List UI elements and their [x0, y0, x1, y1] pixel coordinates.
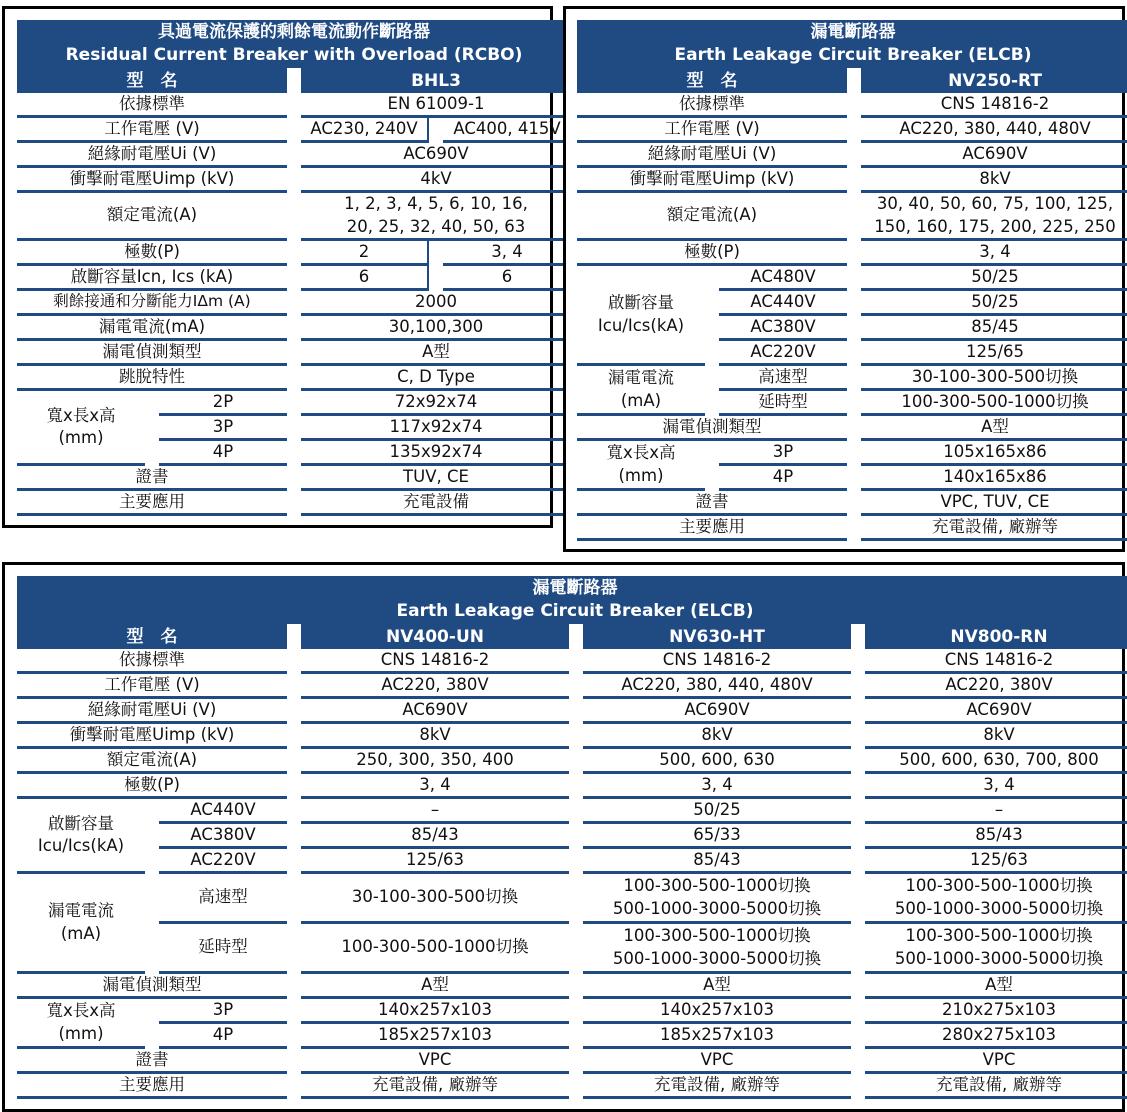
rcbo-panel [2, 6, 561, 528]
elcb2-delay-nv800-line1: 100-300-500-1000切換 [905, 926, 1093, 946]
elcb2-poles-nv630: 3, 4 [583, 774, 851, 799]
elcb2-dim-label-1: 寬x長x高 [46, 1001, 116, 1021]
rcbo-voltage-label: 工作電壓 (V) [17, 118, 287, 143]
elcb1-app: 充電設備, 廠辦等 [861, 516, 1127, 541]
elcb1-current-line1: 30, 40, 50, 60, 75, 100, 125, [876, 194, 1114, 214]
elcb2-break-label [17, 799, 145, 874]
elcb2-model-nv400: NV400-UN [301, 624, 569, 649]
rcbo-poles-a: 2 [301, 241, 429, 266]
elcb1-ac480-label: AC480V [719, 266, 847, 291]
elcb2-standard-nv800: CNS 14816-2 [865, 649, 1127, 674]
rcbo-model-label: 型 名 [17, 68, 287, 93]
elcb2-ac440-nv400: – [301, 799, 569, 824]
rcbo-title [17, 20, 571, 68]
rcbo-dim-label-1: 寬x長x高 [46, 405, 116, 425]
elcb2-dim-4p-nv800: 280x275x103 [865, 1024, 1127, 1049]
elcb1-dim-label [577, 441, 705, 491]
elcb1-model: NV250-RT [861, 68, 1127, 93]
rcbo-app-label: 主要應用 [17, 491, 287, 516]
elcb2-fast-nv800-line1: 100-300-500-1000切換 [905, 876, 1093, 896]
elcb1-current-label: 額定電流(A) [577, 193, 847, 241]
elcb2-uimp-label: 衝擊耐電壓Uimp (kV) [17, 724, 287, 749]
elcb1-poles-label: 極數(P) [577, 241, 847, 266]
rcbo-model: BHL3 [301, 68, 571, 93]
elcb1-current-line2: 150, 160, 175, 200, 225, 250 [874, 216, 1116, 236]
elcb2-dim-3p-nv630: 140x257x103 [583, 999, 851, 1024]
elcb2-title-zh: 漏電斷路器 [532, 578, 618, 599]
elcb1-break-label-2: Icu/Ics(kA) [597, 315, 685, 335]
elcb1-voltage: AC220, 380, 440, 480V [861, 118, 1127, 143]
elcb2-voltage-label: 工作電壓 (V) [17, 674, 287, 699]
elcb1-ac380-label: AC380V [719, 316, 847, 341]
elcb2-ac440-nv630: 50/25 [583, 799, 851, 824]
elcb2-voltage-nv630: AC220, 380, 440, 480V [583, 674, 851, 699]
elcb2-uimp-nv400: 8kV [301, 724, 569, 749]
elcb2-ac220-nv400: 125/63 [301, 849, 569, 874]
rcbo-spec-table [3, 20, 585, 516]
elcb2-dim-label [17, 999, 145, 1049]
rcbo-trip-label: 跳脫特性 [17, 366, 287, 391]
elcb1-break-label-1: 啟斷容量 [608, 293, 674, 313]
elcb2-delay-nv400-line1: 100-300-500-1000切換 [341, 937, 529, 957]
elcb2-break-label-1: 啟斷容量 [48, 813, 114, 833]
elcb2-fast-nv630 [583, 874, 851, 924]
elcb2-delay-nv800-line2: 500-1000-3000-5000切換 [894, 948, 1104, 968]
rcbo-icn-b: 6 [443, 266, 571, 291]
elcb1-delay-label: 延時型 [719, 391, 847, 416]
elcb2-dim-3p-nv400: 140x257x103 [301, 999, 569, 1024]
elcb2-ac380-nv800: 85/43 [865, 824, 1127, 849]
elcb2-ac440-label: AC440V [159, 799, 287, 824]
rcbo-icn-a: 6 [301, 266, 429, 291]
elcb2-model-nv800: NV800-RN [865, 624, 1127, 649]
elcb1-model-label: 型 名 [577, 68, 847, 93]
rcbo-ui-label: 絕緣耐電壓Ui (V) [17, 143, 287, 168]
elcb2-standard-label: 依據標準 [17, 649, 287, 674]
rcbo-dim-2p: 72x92x74 [301, 391, 571, 416]
elcb2-leak-label-1: 漏電電流 [48, 901, 114, 921]
elcb1-ui: AC690V [861, 143, 1127, 168]
elcb2-app-nv800: 充電設備, 廠辦等 [865, 1074, 1127, 1099]
elcb2-ac380-label: AC380V [159, 824, 287, 849]
rcbo-uimp: 4kV [301, 168, 571, 193]
elcb1-cert-label: 證書 [577, 491, 847, 516]
elcb2-ui-nv630: AC690V [583, 699, 851, 724]
elcb2-ui-label: 絕緣耐電壓Ui (V) [17, 699, 287, 724]
elcb2-voltage-nv800: AC220, 380V [865, 674, 1127, 699]
elcb2-leak-label [17, 874, 145, 974]
rcbo-dim-4p: 135x92x74 [301, 441, 571, 466]
elcb2-detect-nv400: A型 [301, 974, 569, 999]
elcb1-leak-label-2: (mA) [620, 390, 662, 410]
elcb1-break-label [577, 266, 705, 366]
elcb1-uimp-label: 衝擊耐電壓Uimp (kV) [577, 168, 847, 193]
elcb1-dim-3p: 105x165x86 [861, 441, 1127, 466]
elcb1-ac440-label: AC440V [719, 291, 847, 316]
rcbo-poles-b: 3, 4 [443, 241, 571, 266]
elcb1-leak-label [577, 366, 705, 416]
elcb2-ac220-nv800: 125/63 [865, 849, 1127, 874]
elcb2-dim-3p-nv800: 210x275x103 [865, 999, 1127, 1024]
elcb2-delay-nv800 [865, 924, 1127, 974]
elcb2-dim-4p-label: 4P [159, 1024, 287, 1049]
elcb-multi-panel [2, 562, 1125, 1112]
elcb2-poles-nv400: 3, 4 [301, 774, 569, 799]
elcb2-delay-nv630-line1: 100-300-500-1000切換 [623, 926, 811, 946]
elcb1-title-en: Earth Leakage Circuit Breaker (ELCB) [674, 45, 1032, 65]
elcb-nv250-panel [563, 6, 1125, 552]
elcb-multi-spec-table [3, 576, 1127, 1099]
rcbo-uimp-label: 衝擊耐電壓Uimp (kV) [17, 168, 287, 193]
elcb2-dim-4p-nv630: 185x257x103 [583, 1024, 851, 1049]
elcb1-current [861, 193, 1127, 241]
elcb1-app-label: 主要應用 [577, 516, 847, 541]
elcb1-title-zh: 漏電斷路器 [810, 22, 896, 43]
elcb2-cert-nv630: VPC [583, 1049, 851, 1074]
elcb2-fast-nv630-line1: 100-300-500-1000切換 [623, 876, 811, 896]
elcb2-delay-label: 延時型 [159, 924, 287, 974]
elcb2-fast-nv800-line2: 500-1000-3000-5000切換 [894, 898, 1104, 918]
elcb1-ac480: 50/25 [861, 266, 1127, 291]
elcb2-current-nv630: 500, 600, 630 [583, 749, 851, 774]
elcb1-dim-4p: 140x165x86 [861, 466, 1127, 491]
elcb1-fast: 30-100-300-500切換 [861, 366, 1127, 391]
elcb2-poles-label: 極數(P) [17, 774, 287, 799]
rcbo-voltage-b: AC400, 415V [443, 118, 571, 143]
rcbo-poles-label: 極數(P) [17, 241, 287, 266]
elcb1-detect-label: 漏電偵測類型 [577, 416, 847, 441]
elcb2-delay-nv630-line2: 500-1000-3000-5000切換 [612, 948, 822, 968]
elcb2-app-nv400: 充電設備, 廠辦等 [301, 1074, 569, 1099]
elcb2-current-nv400: 250, 300, 350, 400 [301, 749, 569, 774]
elcb1-poles: 3, 4 [861, 241, 1127, 266]
elcb2-delay-nv400 [301, 924, 569, 974]
rcbo-dim-3p: 117x92x74 [301, 416, 571, 441]
rcbo-dim-2p-label: 2P [159, 391, 287, 416]
elcb2-detect-label: 漏電偵測類型 [17, 974, 287, 999]
elcb1-ui-label: 絕緣耐電壓Ui (V) [577, 143, 847, 168]
rcbo-current-label: 額定電流(A) [17, 193, 287, 241]
elcb1-voltage-label: 工作電壓 (V) [577, 118, 847, 143]
rcbo-title-en: Residual Current Breaker with Overload (RCBO) [65, 45, 523, 65]
rcbo-icn-label: 啟斷容量Icn, Ics (kA) [17, 266, 287, 291]
rcbo-cert: TUV, CE [301, 466, 571, 491]
elcb1-title [577, 20, 1127, 68]
rcbo-app: 充電設備 [301, 491, 571, 516]
elcb1-ac220: 125/65 [861, 341, 1127, 366]
rcbo-standard: EN 61009-1 [301, 93, 571, 118]
elcb2-fast-nv400-line1: 30-100-300-500切換 [351, 887, 519, 907]
elcb1-delay: 100-300-500-1000切換 [861, 391, 1127, 416]
elcb2-ac440-nv800: – [865, 799, 1127, 824]
elcb2-ac220-nv630: 85/43 [583, 849, 851, 874]
elcb1-fast-label: 高速型 [719, 366, 847, 391]
elcb1-cert: VPC, TUV, CE [861, 491, 1127, 516]
rcbo-title-zh: 具過電流保護的剩餘電流動作斷路器 [158, 22, 430, 43]
elcb1-detect: A型 [861, 416, 1127, 441]
elcb1-ac380: 85/45 [861, 316, 1127, 341]
elcb1-leak-label-1: 漏電電流 [608, 368, 674, 388]
rcbo-dim-label-2: (mm) [58, 428, 104, 447]
rcbo-leak-label: 漏電電流(mA) [17, 316, 287, 341]
elcb2-voltage-nv400: AC220, 380V [301, 674, 569, 699]
elcb1-dim-3p-label: 3P [719, 441, 847, 466]
elcb2-standard-nv630: CNS 14816-2 [583, 649, 851, 674]
elcb2-ac380-nv400: 85/43 [301, 824, 569, 849]
rcbo-standard-label: 依據標準 [17, 93, 287, 118]
elcb2-fast-nv630-line2: 500-1000-3000-5000切換 [612, 898, 822, 918]
elcb2-dim-4p-nv400: 185x257x103 [301, 1024, 569, 1049]
elcb2-detect-nv630: A型 [583, 974, 851, 999]
rcbo-trip: C, D Type [301, 366, 571, 391]
rcbo-voltage-a: AC230, 240V [301, 118, 429, 143]
elcb2-title [17, 576, 1127, 624]
elcb1-standard: CNS 14816-2 [861, 93, 1127, 118]
elcb2-fast-label: 高速型 [159, 874, 287, 924]
elcb2-fast-nv400 [301, 874, 569, 924]
rcbo-dim-3p-label: 3P [159, 416, 287, 441]
elcb2-cert-nv800: VPC [865, 1049, 1127, 1074]
elcb2-dim-label-2: (mm) [58, 1023, 104, 1043]
elcb2-ac220-label: AC220V [159, 849, 287, 874]
elcb2-current-label: 額定電流(A) [17, 749, 287, 774]
elcb2-leak-label-2: (mA) [60, 923, 102, 943]
elcb2-standard-nv400: CNS 14816-2 [301, 649, 569, 674]
rcbo-cert-label: 證書 [17, 466, 287, 491]
elcb2-app-label: 主要應用 [17, 1074, 287, 1099]
elcb1-uimp: 8kV [861, 168, 1127, 193]
elcb2-ui-nv400: AC690V [301, 699, 569, 724]
elcb2-app-nv630: 充電設備, 廠辦等 [583, 1074, 851, 1099]
elcb2-cert-nv400: VPC [301, 1049, 569, 1074]
elcb2-detect-nv800: A型 [865, 974, 1127, 999]
elcb2-break-label-2: Icu/Ics(kA) [37, 836, 125, 855]
rcbo-detect-label: 漏電偵測類型 [17, 341, 287, 366]
rcbo-idm-label: 剩餘接通和分斷能力IΔm (A) [17, 291, 287, 316]
elcb2-current-nv800: 500, 600, 630, 700, 800 [865, 749, 1127, 774]
elcb2-title-en: Earth Leakage Circuit Breaker (ELCB) [396, 601, 754, 621]
elcb2-ac380-nv630: 65/33 [583, 824, 851, 849]
elcb1-standard-label: 依據標準 [577, 93, 847, 118]
elcb2-ui-nv800: AC690V [865, 699, 1127, 724]
elcb2-model-label: 型 名 [17, 624, 287, 649]
rcbo-idm: 2000 [301, 291, 571, 316]
rcbo-current [301, 193, 571, 241]
rcbo-dim-4p-label: 4P [159, 441, 287, 466]
rcbo-dim-label [17, 391, 145, 466]
elcb-nv250-spec-table [563, 20, 1127, 541]
elcb2-fast-nv800 [865, 874, 1127, 924]
rcbo-current-line1: 1, 2, 3, 4, 5, 6, 10, 16, [344, 194, 528, 214]
elcb1-dim-label-2: (mm) [618, 465, 664, 485]
elcb1-dim-label-1: 寬x長x高 [606, 443, 676, 463]
rcbo-detect: A型 [301, 341, 571, 366]
rcbo-ui: AC690V [301, 143, 571, 168]
rcbo-leak: 30,100,300 [301, 316, 571, 341]
elcb2-dim-3p-label: 3P [159, 999, 287, 1024]
elcb2-delay-nv630 [583, 924, 851, 974]
elcb1-ac440: 50/25 [861, 291, 1127, 316]
elcb2-uimp-nv630: 8kV [583, 724, 851, 749]
elcb2-uimp-nv800: 8kV [865, 724, 1127, 749]
elcb2-cert-label: 證書 [17, 1049, 287, 1074]
rcbo-current-line2: 20, 25, 32, 40, 50, 63 [346, 216, 526, 236]
elcb1-ac220-label: AC220V [719, 341, 847, 366]
elcb1-dim-4p-label: 4P [719, 466, 847, 491]
elcb2-model-nv630: NV630-HT [583, 624, 851, 649]
elcb2-poles-nv800: 3, 4 [865, 774, 1127, 799]
